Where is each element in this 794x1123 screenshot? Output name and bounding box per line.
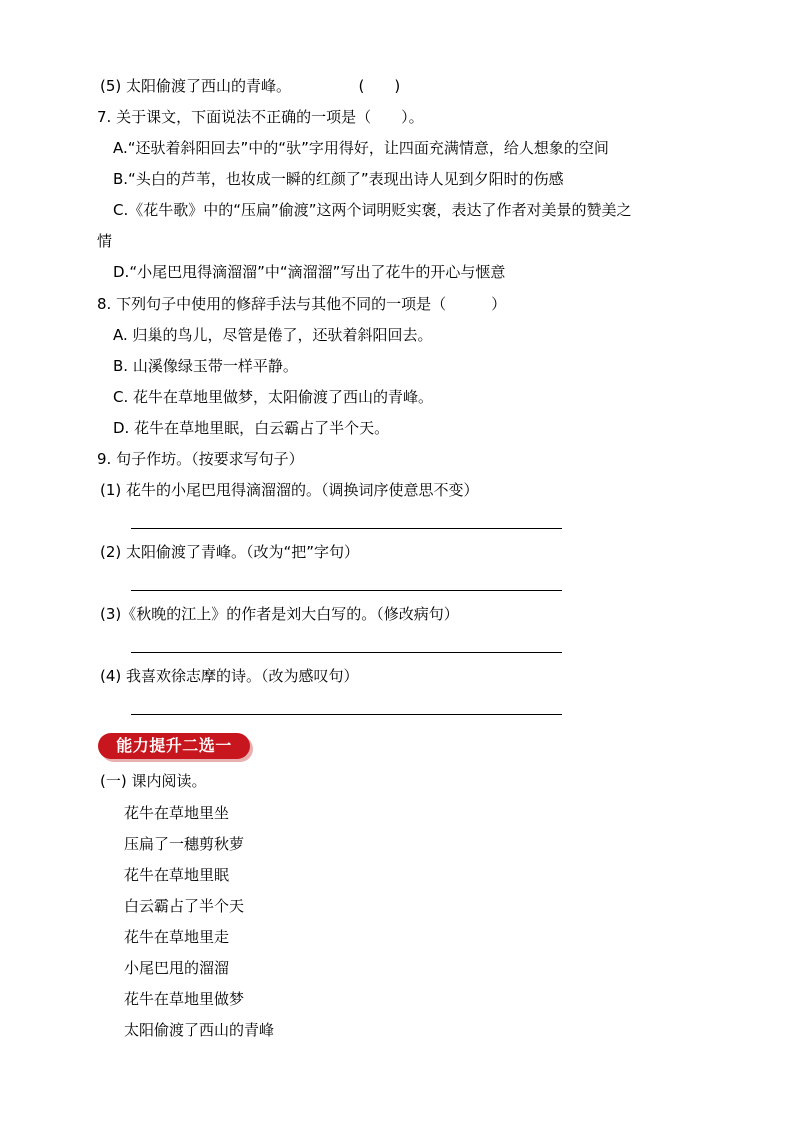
- poem-line-4: 白云霸占了半个天: [124, 897, 245, 915]
- q9-stem: 9. 句子作坊。（按要求写句子）: [97, 450, 304, 468]
- q9-item-3: (3)《秋晚的江上》的作者是刘大白写的。（修改病句）: [100, 605, 459, 623]
- answer-line-4[interactable]: [131, 714, 562, 715]
- q7-option-d: D.“小尾巴甩得滴溜溜”中“滴溜溜”写出了花牛的开心与惬意: [113, 263, 506, 281]
- poem-line-5: 花牛在草地里走: [124, 928, 230, 946]
- poem-line-8: 太阳偷渡了西山的青峰: [124, 1021, 275, 1039]
- q8-option-b: B. 山溪像绿玉带一样平静。: [113, 357, 298, 375]
- q8-option-c: C. 花牛在草地里做梦，太阳偷渡了西山的青峰。: [113, 388, 434, 406]
- q7-option-a: A.“还驮着斜阳回去”中的“驮”字用得好，让四面充满情意，给人想象的空间: [113, 139, 609, 157]
- q9-item-1: (1) 花牛的小尾巴甩得滴溜溜的。（调换词序使意思不变）: [100, 481, 479, 499]
- section-badge: 能力提升二选一: [98, 733, 250, 759]
- q6-item-5: (5) 太阳偷渡了西山的青峰。 ( ): [100, 77, 401, 95]
- poem-line-1: 花牛在草地里坐: [124, 804, 230, 822]
- answer-line-1[interactable]: [131, 528, 562, 529]
- q8-stem: 8. 下列句子中使用的修辞手法与其他不同的一项是（ ）: [97, 295, 507, 313]
- q7-option-b: B.“头白的芦苇，也妆成一瞬的红颜了”表现出诗人见到夕阳时的伤感: [113, 170, 564, 188]
- q7-option-c-continued: 情: [97, 232, 113, 250]
- q7-stem: 7. 关于课文，下面说法不正确的一项是（ ）。: [97, 108, 424, 126]
- q9-item-2: (2) 太阳偷渡了青峰。（改为“把”字句）: [100, 543, 360, 561]
- poem-line-3: 花牛在草地里眠: [124, 866, 230, 884]
- reading-subtitle: (一) 课内阅读。: [100, 772, 207, 790]
- answer-line-3[interactable]: [131, 652, 562, 653]
- poem-line-2: 压扁了一穗剪秋萝: [124, 835, 245, 853]
- answer-line-2[interactable]: [131, 590, 562, 591]
- q7-option-c: C.《花牛歌》中的“压扁”偷渡”这两个词明贬实褒，表达了作者对美景的赞美之: [113, 201, 632, 219]
- q9-item-4: (4) 我喜欢徐志摩的诗。（改为感叹句）: [100, 667, 359, 685]
- q8-option-a: A. 归巢的鸟儿，尽管是倦了，还驮着斜阳回去。: [113, 326, 433, 344]
- q8-option-d: D. 花牛在草地里眠，白云霸占了半个天。: [113, 419, 390, 437]
- poem-line-6: 小尾巴甩的溜溜: [124, 959, 230, 977]
- poem-line-7: 花牛在草地里做梦: [124, 990, 245, 1008]
